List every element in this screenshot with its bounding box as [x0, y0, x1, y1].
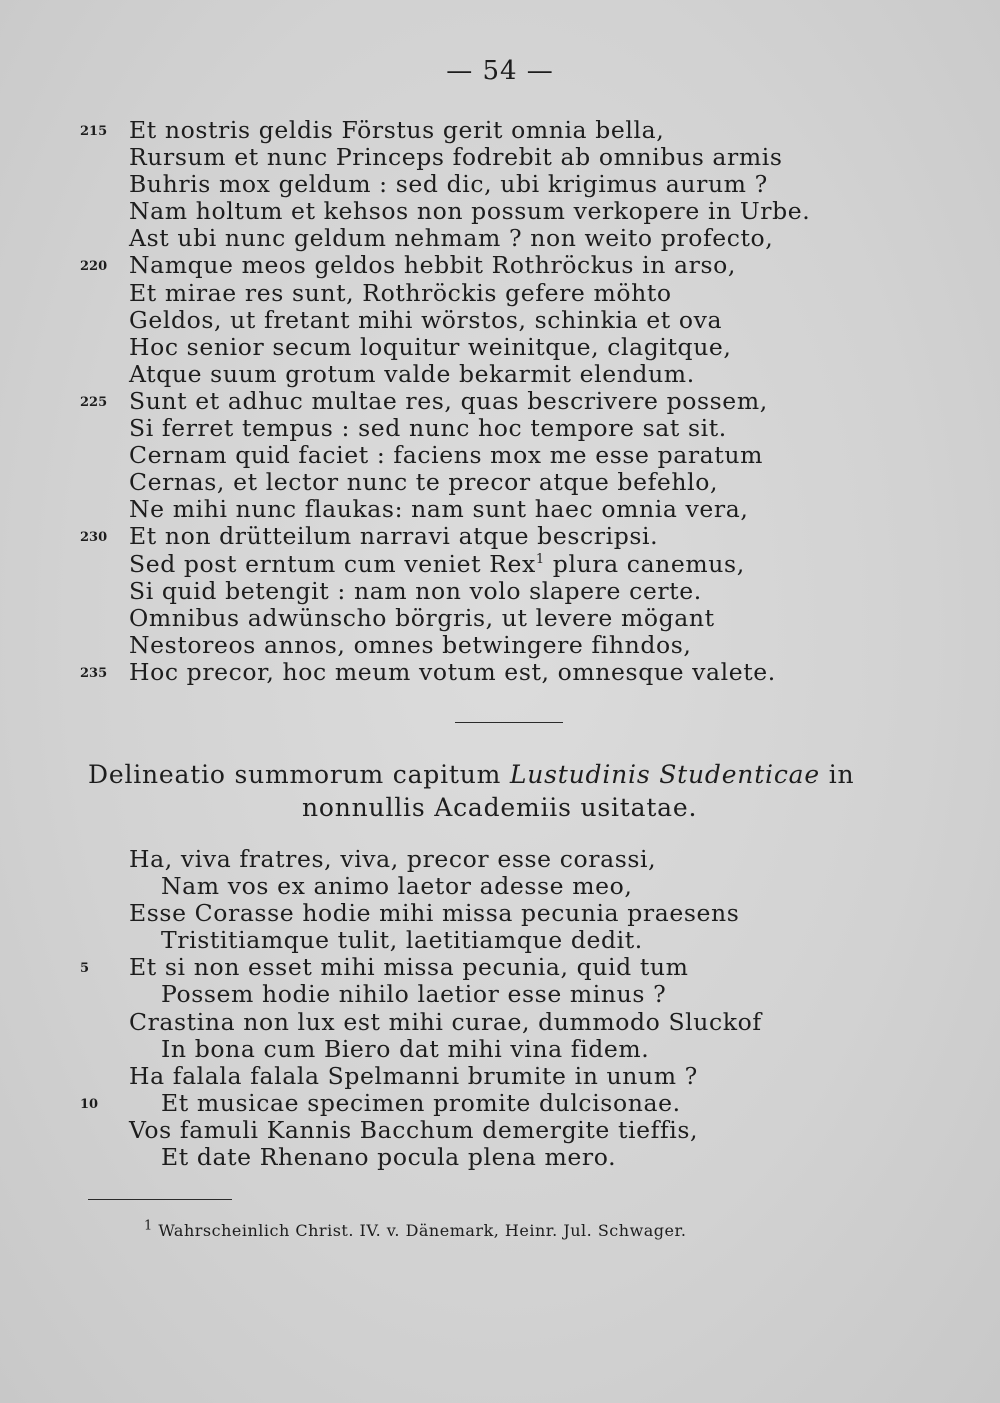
verse-text [161, 1036, 649, 1063]
verse-text [129, 469, 718, 496]
verse-text-main: Sed post erntum cum veniet Rex [129, 549, 536, 578]
verse-line [0, 198, 1000, 225]
verse-line [0, 954, 1000, 981]
verse-line [0, 307, 1000, 334]
verse-text-main: Cernam quid faciet : faciens mox me esse paratum [129, 441, 763, 470]
verse-text-main: Et musicae specimen promite dulcisonae. [161, 1088, 681, 1117]
verse-line [0, 117, 1000, 144]
verse-text [129, 307, 722, 334]
verse-text-main: Cernas, et lector nunc te precor atque befehlo, [129, 468, 719, 497]
verse-line [0, 1009, 1000, 1036]
verse-line [0, 578, 1000, 605]
verse-line [0, 900, 1000, 927]
verse-text-main: Rursum et nunc Princeps fodrebit ab omnibus armis [129, 143, 783, 172]
line-number: 215 [80, 124, 108, 139]
verse-text-main: Ast ubi nunc geldum nehmam ? non weito profecto, [129, 224, 774, 253]
section-heading-line2 [302, 793, 697, 822]
verse-line [0, 523, 1000, 550]
verse-text [129, 171, 768, 198]
verse-text [129, 388, 768, 415]
verse-text-main: Hoc precor, hoc meum votum est, omnesque valete. [129, 657, 776, 686]
verse-text [129, 846, 656, 873]
verse-text-main: Et nostris geldis Förstus gerit omnia bella, [129, 116, 665, 144]
verse-text-main: Tristitiamque tulit, laetitiamque dedit. [161, 926, 643, 955]
verse-line [0, 144, 1000, 171]
section-divider [455, 722, 563, 723]
line-number: 220 [80, 259, 108, 275]
verse-text [161, 873, 632, 900]
verse-text [129, 1117, 698, 1144]
verse-text [161, 1144, 616, 1171]
verse-line [0, 415, 1000, 442]
verse-text [129, 361, 695, 388]
verse-text-main: Omnibus adwünscho börgris, ut levere mögant [129, 603, 715, 632]
line-number: 225 [80, 394, 108, 410]
verse-line [0, 1036, 1000, 1063]
verse-text [129, 523, 658, 550]
verse-text-main: Crastina non lux est mihi curae, dummodo Sluckof [129, 1007, 762, 1036]
verse-line [0, 280, 1000, 307]
line-number: 230 [80, 530, 108, 546]
verse-line [0, 927, 1000, 954]
verse-line [0, 388, 1000, 415]
verse-text [129, 442, 763, 469]
footnote-marker: 1 [144, 1218, 153, 1234]
verse-text-main: Ha falala falala Spelmanni brumite in unum ? [129, 1061, 698, 1090]
verse-text-main: Ne mihi nunc flaukas: nam sunt haec omnia vera, [129, 495, 749, 524]
verse-text [129, 334, 732, 361]
verse-line [0, 846, 1000, 873]
verse-line [0, 252, 1000, 279]
verse-text-main: Geldos, ut fretant mihi wörstos, schinkia et ova [129, 305, 723, 334]
verse-text-main: Et mirae res sunt, Rothröckis gefere möhto [129, 278, 672, 307]
verse-text [129, 280, 672, 307]
footnote-reference: 1 [535, 551, 545, 567]
footnote-divider [88, 1199, 232, 1200]
verse-text [129, 605, 715, 632]
verse-line [0, 469, 1000, 496]
verse-text-main: Sunt et adhuc multae res, quas bescrivere possem, [129, 386, 768, 415]
verse-text-main: Buhris mox geldum : sed dic, ubi krigimus aurum ? [129, 170, 768, 199]
verse-text-main: Nam holtum et kehsos non possum verkopere in Urbe. [129, 197, 811, 226]
verse-line [0, 1117, 1000, 1144]
verse-text-main: Namque meos geldos hebbit Rothröckus in arso, [129, 251, 736, 280]
verse-text [161, 1090, 681, 1117]
verse-line [0, 605, 1000, 632]
verse-text-main: Et si non esset mihi missa pecunia, quid tum [129, 953, 689, 982]
verse-text [129, 415, 727, 442]
line-number: 5 [80, 961, 90, 977]
verse-text [161, 981, 666, 1008]
verse-text [129, 578, 702, 605]
verse-line [0, 1090, 1000, 1117]
verse-text-main: In bona cum Biero dat mihi vina fidem. [161, 1034, 650, 1063]
verse-text [129, 496, 748, 523]
footnote [144, 1218, 687, 1240]
verse-text-main: Atque suum grotum valde bekarmit elendum. [129, 359, 695, 388]
heading-suffix: in [819, 760, 855, 789]
verse-text-main: Vos famuli Kannis Bacchum demergite tieffis, [129, 1115, 699, 1144]
verse-line [0, 171, 1000, 198]
verse-text [129, 954, 689, 981]
verse-text [129, 252, 736, 279]
footnote-text: Wahrscheinlich Christ. IV. v. Dänemark, Heinr. Jul. Schwager. [158, 1221, 687, 1240]
poem-continuation [0, 117, 1000, 686]
verse-line [0, 334, 1000, 361]
verse-text-main: Si ferret tempus : sed nunc hoc tempore sat sit. [129, 414, 727, 443]
verse-text [129, 1063, 698, 1090]
heading-prefix: Delineatio summorum capitum [88, 760, 510, 789]
line-number: 10 [80, 1096, 99, 1112]
verse-text-rest: plura canemus, [544, 549, 745, 578]
verse-text [161, 927, 643, 954]
verse-text [129, 225, 773, 252]
verse-line [0, 551, 1000, 578]
verse-text [129, 551, 745, 578]
verse-text [129, 1009, 762, 1036]
verse-text-main: Et non drütteilum narravi atque bescripsi. [129, 522, 659, 551]
verse-line [0, 981, 1000, 1008]
verse-text-main: Nestoreos annos, omnes betwingere fihndos, [129, 630, 692, 659]
verse-text-main: Esse Corasse hodie mihi missa pecunia praesens [129, 899, 740, 928]
verse-text-main: Nam vos ex animo laetor adesse meo, [161, 872, 633, 901]
verse-text-main: Hoc senior secum loquitur weinitque, clagitque, [129, 332, 732, 361]
heading-italic: Lustudinis Studenticae [509, 760, 820, 789]
verse-line [0, 496, 1000, 523]
line-number: 235 [80, 665, 108, 681]
verse-line [0, 873, 1000, 900]
verse-line [0, 225, 1000, 252]
verse-text-main: Si quid betengit : nam non volo slapere certe. [129, 576, 702, 605]
poem-lustudinis [0, 846, 1000, 1171]
verse-text-main: Ha, viva fratres, viva, precor esse corassi, [129, 845, 657, 873]
verse-text-main: Possem hodie nihilo laetior esse minus ? [161, 980, 667, 1009]
verse-text [129, 900, 739, 927]
verse-text [129, 659, 776, 686]
heading-line2: nonnullis Academiis usitatae. [302, 793, 698, 822]
verse-text-main: Et date Rhenano pocula plena mero. [161, 1143, 617, 1172]
verse-line [0, 442, 1000, 469]
verse-line [0, 1144, 1000, 1171]
page-number: — 54 — [446, 56, 554, 86]
verse-text [129, 117, 664, 144]
verse-line [0, 632, 1000, 659]
verse-text [129, 198, 810, 225]
verse-text [129, 144, 783, 171]
verse-line [0, 361, 1000, 388]
verse-line [0, 659, 1000, 686]
verse-text [129, 632, 692, 659]
section-heading [88, 760, 854, 789]
verse-line [0, 1063, 1000, 1090]
